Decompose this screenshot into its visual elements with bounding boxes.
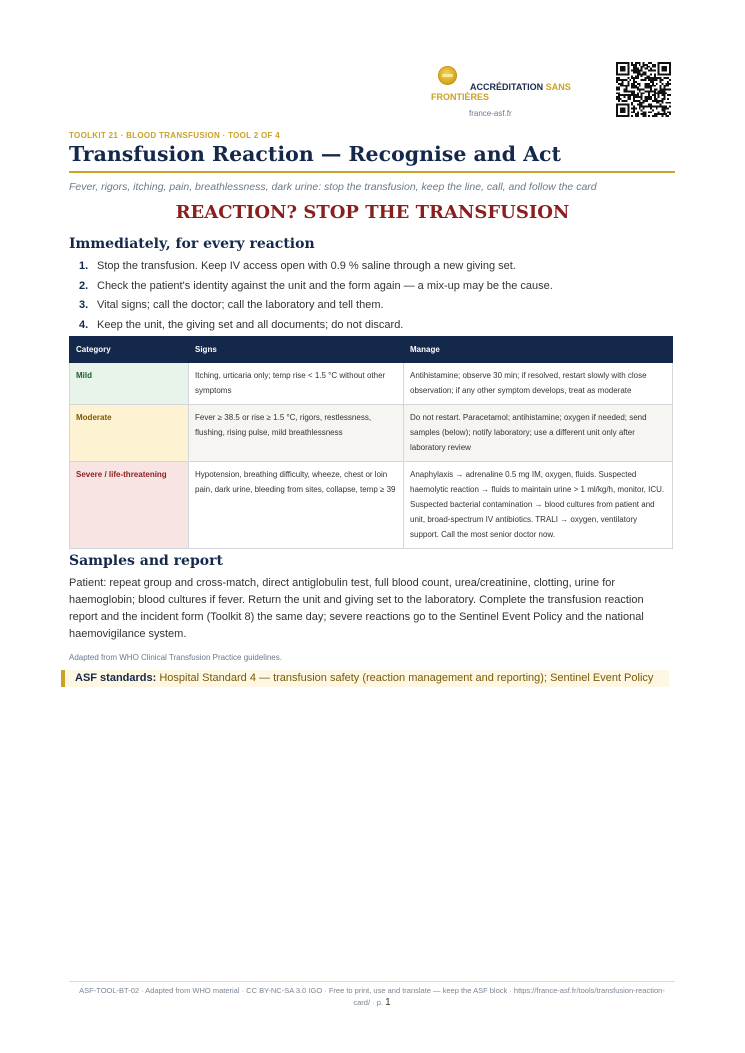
row-category: Severe / life-threatening <box>70 462 189 549</box>
list-item <box>69 296 553 316</box>
row-manage: Do not restart. Paracetamol; antihistamine; oxygen if needed; send samples (below); notify laboratory; use a different unit only after laboratory review <box>404 405 673 462</box>
table-row <box>70 462 673 549</box>
column-header-category: Category <box>70 337 189 363</box>
step-number: 2. <box>79 279 89 292</box>
title-divider <box>69 171 675 173</box>
row-manage: Antihistamine; observe 30 min; if resolved, restart slowly with close observation; if any other symptom develops, treat as moderate <box>404 363 673 405</box>
table-row <box>70 363 673 405</box>
immediate-steps-list <box>69 257 553 336</box>
asf-logo-icon <box>438 66 457 85</box>
row-category: Mild <box>70 363 189 405</box>
row-signs: Fever ≥ 38.5 or rise ≥ 1.5 °C, rigors, restlessness, flushing, rising pulse, mild breathlessness <box>189 405 404 462</box>
standards-label: ASF standards: <box>75 672 157 684</box>
step-text: Vital signs; call the doctor; call the laboratory and tell them. <box>97 299 384 312</box>
row-manage: Anaphylaxis → adrenaline 0.5 mg IM, oxygen, fluids. Suspected haemolytic reaction → fluids to maintain urine > 1 ml/kg/h, monitor, ICU. Suspected bacterial contamination → blood cultures from patient and unit, broad-spectrum IV antibiotics. TRALI → oxygen, ventilatory support. Call the most senior doctor now. <box>404 462 673 549</box>
alert-banner: REACTION? STOP THE TRANSFUSION <box>175 202 570 223</box>
samples-paragraph: Patient: repeat group and cross-match, direct antiglobulin test, full blood count, urea/creatinine, clotting, urine for haemoglobin; blood cultures if fever. Return the unit and giving set to the laboratory. Complete the transfusion reaction report and the incident form (Toolkit 8) the same day; severe reactions go to the Sentinel Event Policy and the national haemovigilance system. <box>69 577 644 640</box>
step-text: Stop the transfusion. Keep IV access open with 0.9 % saline through a new giving set. <box>97 260 516 272</box>
footer-line: ASF-TOOL-BT-02 · Adapted from WHO material · CC BY-NC-SA 3.0 IGO · Free to print, use and translate — keep the ASF block · https://france-asf.fr/tools/transfusion-reaction- <box>79 986 665 995</box>
table-row <box>70 405 673 462</box>
step-text: Keep the unit, the giving set and all documents; do not discard. <box>97 319 404 332</box>
page-footer <box>62 985 682 1009</box>
list-item <box>69 257 553 277</box>
step-number: 3. <box>79 299 89 312</box>
step-number: 1. <box>79 260 89 272</box>
footer-divider <box>69 981 675 982</box>
brand-name <box>470 82 571 92</box>
standards-callout <box>61 670 669 687</box>
toolkit-label: TOOLKIT 21 · BLOOD TRANSFUSION · TOOL 2 OF 4 <box>69 131 280 140</box>
standards-text: Hospital Standard 4 — transfusion safety (reaction management and reporting); Sentinel Event Policy <box>159 672 654 684</box>
footer-page-line <box>62 997 682 1009</box>
brand-name-part3: FRONTIÈRES <box>431 92 490 102</box>
brand-name-part1: ACCRÉDITATION <box>470 82 544 92</box>
row-signs: Hypotension, breathing difficulty, wheeze, chest or loin pain, dark urine, bleeding from sites, collapse, temp ≥ 39 <box>189 462 404 549</box>
list-item <box>69 316 553 336</box>
footer-url-end: card/ · p. <box>353 998 383 1007</box>
brand-name-part2: SANS <box>545 82 571 92</box>
page-number: 1 <box>385 997 391 1008</box>
page-subtitle: Fever, rigors, itching, pain, breathlessness, dark urine: stop the transfusion, keep the line, call, and follow the card <box>69 181 597 193</box>
row-signs: Itching, urticaria only; temp rise < 1.5 °C without other symptoms <box>189 363 404 405</box>
column-header-manage: Manage <box>404 337 673 363</box>
list-item <box>69 277 553 297</box>
step-number: 4. <box>79 319 89 332</box>
page-title: Transfusion Reaction — Recognise and Act <box>69 142 562 166</box>
adapted-note: Adapted from WHO Clinical Transfusion Practice guidelines. <box>69 653 282 662</box>
immediate-heading: Immediately, for every reaction <box>69 236 315 252</box>
row-category: Moderate <box>70 405 189 462</box>
qr-code-icon <box>616 62 671 117</box>
column-header-signs: Signs <box>189 337 404 363</box>
reaction-table <box>69 336 673 549</box>
samples-heading: Samples and report <box>69 553 223 569</box>
step-text: Check the patient's identity against the unit and the form again — a mix-up may be the cause. <box>97 279 553 292</box>
brand-website[interactable]: france-asf.fr <box>469 109 512 118</box>
table-header-row <box>70 337 673 363</box>
